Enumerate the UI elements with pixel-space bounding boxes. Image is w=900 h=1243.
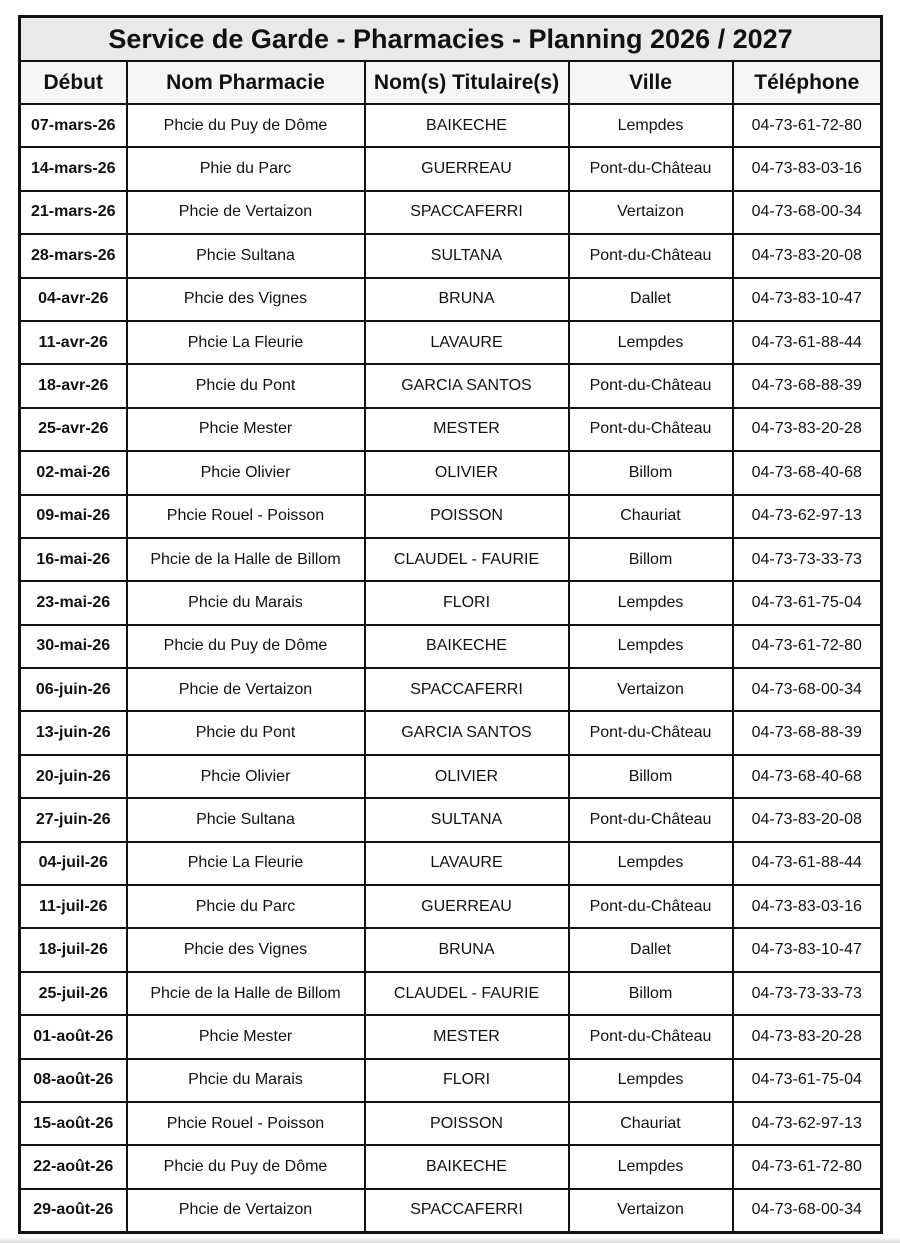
phone-cell: 04-73-68-00-34: [733, 1189, 882, 1233]
date-cell: 29-août-26: [20, 1189, 127, 1233]
title-row: [20, 17, 882, 62]
phone-cell: 04-73-61-75-04: [733, 581, 882, 624]
table-row: [20, 278, 882, 321]
pharmacy-name-cell: Phcie de Vertaizon: [127, 191, 365, 234]
table-row: [20, 1015, 882, 1058]
table-row: [20, 928, 882, 971]
table-row: [20, 1102, 882, 1145]
city-cell: Pont-du-Château: [569, 1015, 733, 1058]
page-title: Service de Garde - Pharmacies - Planning 2026 / 2027: [20, 17, 882, 62]
date-cell: 11-juil-26: [20, 885, 127, 928]
table-row: [20, 842, 882, 885]
owner-cell: SULTANA: [365, 234, 569, 277]
phone-cell: 04-73-68-88-39: [733, 711, 882, 754]
table-row: [20, 408, 882, 451]
owner-cell: SULTANA: [365, 798, 569, 841]
city-cell: Pont-du-Château: [569, 234, 733, 277]
table-row: [20, 581, 882, 624]
column-header-ville: Ville: [569, 61, 733, 104]
pharmacy-name-cell: Phcie Sultana: [127, 798, 365, 841]
city-cell: Chauriat: [569, 495, 733, 538]
date-cell: 18-avr-26: [20, 364, 127, 407]
table-row: [20, 972, 882, 1015]
owner-cell: POISSON: [365, 495, 569, 538]
owner-cell: BRUNA: [365, 928, 569, 971]
owner-cell: CLAUDEL - FAURIE: [365, 538, 569, 581]
phone-cell: 04-73-83-03-16: [733, 147, 882, 190]
pharmacy-name-cell: Phcie du Marais: [127, 581, 365, 624]
pharmacy-name-cell: Phcie du Pont: [127, 364, 365, 407]
date-cell: 06-juin-26: [20, 668, 127, 711]
owner-cell: FLORI: [365, 581, 569, 624]
table-row: [20, 625, 882, 668]
city-cell: Vertaizon: [569, 668, 733, 711]
table-row: [20, 364, 882, 407]
phone-cell: 04-73-83-20-28: [733, 408, 882, 451]
city-cell: Vertaizon: [569, 191, 733, 234]
date-cell: 22-août-26: [20, 1145, 127, 1188]
table-row: [20, 885, 882, 928]
date-cell: 09-mai-26: [20, 495, 127, 538]
owner-cell: OLIVIER: [365, 451, 569, 494]
pharmacy-name-cell: Phcie des Vignes: [127, 278, 365, 321]
column-header-debut: Début: [20, 61, 127, 104]
table-row: [20, 234, 882, 277]
city-cell: Lempdes: [569, 104, 733, 147]
pharmacy-name-cell: Phcie La Fleurie: [127, 321, 365, 364]
phone-cell: 04-73-61-88-44: [733, 321, 882, 364]
date-cell: 23-mai-26: [20, 581, 127, 624]
city-cell: Lempdes: [569, 842, 733, 885]
planning-table: [18, 15, 883, 1234]
city-cell: Pont-du-Château: [569, 147, 733, 190]
pharmacy-name-cell: Phcie du Parc: [127, 885, 365, 928]
owner-cell: BAIKECHE: [365, 625, 569, 668]
pharmacy-name-cell: Phcie du Pont: [127, 711, 365, 754]
date-cell: 20-juin-26: [20, 755, 127, 798]
pharmacy-name-cell: Phcie Rouel - Poisson: [127, 1102, 365, 1145]
phone-cell: 04-73-68-40-68: [733, 451, 882, 494]
date-cell: 04-juil-26: [20, 842, 127, 885]
pharmacy-name-cell: Phcie de Vertaizon: [127, 1189, 365, 1233]
city-cell: Lempdes: [569, 1059, 733, 1102]
city-cell: Pont-du-Château: [569, 711, 733, 754]
owner-cell: LAVAURE: [365, 842, 569, 885]
city-cell: Billom: [569, 451, 733, 494]
city-cell: Lempdes: [569, 625, 733, 668]
city-cell: Pont-du-Château: [569, 364, 733, 407]
date-cell: 18-juil-26: [20, 928, 127, 971]
table-row: [20, 538, 882, 581]
city-cell: Dallet: [569, 928, 733, 971]
phone-cell: 04-73-68-00-34: [733, 191, 882, 234]
date-cell: 02-mai-26: [20, 451, 127, 494]
bottom-edge-shadow: [0, 1237, 900, 1243]
table-row: [20, 711, 882, 754]
header-row: [20, 61, 882, 104]
phone-cell: 04-73-68-40-68: [733, 755, 882, 798]
owner-cell: BAIKECHE: [365, 104, 569, 147]
pharmacy-name-cell: Phcie La Fleurie: [127, 842, 365, 885]
owner-cell: SPACCAFERRI: [365, 191, 569, 234]
pharmacy-name-cell: Phcie du Puy de Dôme: [127, 104, 365, 147]
owner-cell: MESTER: [365, 408, 569, 451]
pharmacy-name-cell: Phcie Olivier: [127, 451, 365, 494]
owner-cell: SPACCAFERRI: [365, 668, 569, 711]
phone-cell: 04-73-83-20-28: [733, 1015, 882, 1058]
date-cell: 15-août-26: [20, 1102, 127, 1145]
date-cell: 28-mars-26: [20, 234, 127, 277]
date-cell: 11-avr-26: [20, 321, 127, 364]
owner-cell: SPACCAFERRI: [365, 1189, 569, 1233]
owner-cell: OLIVIER: [365, 755, 569, 798]
table-row: [20, 755, 882, 798]
city-cell: Lempdes: [569, 1145, 733, 1188]
date-cell: 14-mars-26: [20, 147, 127, 190]
date-cell: 07-mars-26: [20, 104, 127, 147]
table-row: [20, 321, 882, 364]
owner-cell: GUERREAU: [365, 885, 569, 928]
phone-cell: 04-73-83-20-08: [733, 234, 882, 277]
city-cell: Chauriat: [569, 1102, 733, 1145]
pharmacy-name-cell: Phcie Mester: [127, 408, 365, 451]
table-row: [20, 104, 882, 147]
table-row: [20, 191, 882, 234]
pharmacy-name-cell: Phcie du Puy de Dôme: [127, 1145, 365, 1188]
city-cell: Billom: [569, 755, 733, 798]
phone-cell: 04-73-83-20-08: [733, 798, 882, 841]
phone-cell: 04-73-73-33-73: [733, 972, 882, 1015]
owner-cell: GUERREAU: [365, 147, 569, 190]
date-cell: 25-juil-26: [20, 972, 127, 1015]
table-row: [20, 1189, 882, 1233]
table-row: [20, 1145, 882, 1188]
date-cell: 30-mai-26: [20, 625, 127, 668]
owner-cell: FLORI: [365, 1059, 569, 1102]
date-cell: 13-juin-26: [20, 711, 127, 754]
pharmacy-name-cell: Phcie Olivier: [127, 755, 365, 798]
city-cell: Pont-du-Château: [569, 798, 733, 841]
phone-cell: 04-73-62-97-13: [733, 495, 882, 538]
table-row: [20, 451, 882, 494]
pharmacy-name-cell: Phcie Rouel - Poisson: [127, 495, 365, 538]
pharmacy-name-cell: Phcie du Puy de Dôme: [127, 625, 365, 668]
pharmacy-name-cell: Phcie Mester: [127, 1015, 365, 1058]
date-cell: 04-avr-26: [20, 278, 127, 321]
pharmacy-name-cell: Phie du Parc: [127, 147, 365, 190]
city-cell: Billom: [569, 972, 733, 1015]
phone-cell: 04-73-83-10-47: [733, 278, 882, 321]
pharmacy-name-cell: Phcie de la Halle de Billom: [127, 538, 365, 581]
date-cell: 08-août-26: [20, 1059, 127, 1102]
owner-cell: CLAUDEL - FAURIE: [365, 972, 569, 1015]
pharmacy-name-cell: Phcie Sultana: [127, 234, 365, 277]
owner-cell: GARCIA SANTOS: [365, 364, 569, 407]
table-row: [20, 1059, 882, 1102]
date-cell: 21-mars-26: [20, 191, 127, 234]
owner-cell: BAIKECHE: [365, 1145, 569, 1188]
city-cell: Lempdes: [569, 321, 733, 364]
phone-cell: 04-73-83-03-16: [733, 885, 882, 928]
phone-cell: 04-73-73-33-73: [733, 538, 882, 581]
table-row: [20, 495, 882, 538]
table-body: [20, 104, 882, 1233]
phone-cell: 04-73-68-88-39: [733, 364, 882, 407]
phone-cell: 04-73-61-72-80: [733, 104, 882, 147]
date-cell: 16-mai-26: [20, 538, 127, 581]
date-cell: 01-août-26: [20, 1015, 127, 1058]
city-cell: Billom: [569, 538, 733, 581]
city-cell: Lempdes: [569, 581, 733, 624]
column-header-telephone: Téléphone: [733, 61, 882, 104]
owner-cell: GARCIA SANTOS: [365, 711, 569, 754]
city-cell: Vertaizon: [569, 1189, 733, 1233]
phone-cell: 04-73-83-10-47: [733, 928, 882, 971]
city-cell: Pont-du-Château: [569, 408, 733, 451]
pharmacy-name-cell: Phcie de Vertaizon: [127, 668, 365, 711]
date-cell: 27-juin-26: [20, 798, 127, 841]
pharmacy-name-cell: Phcie des Vignes: [127, 928, 365, 971]
phone-cell: 04-73-61-72-80: [733, 625, 882, 668]
table-row: [20, 668, 882, 711]
phone-cell: 04-73-62-97-13: [733, 1102, 882, 1145]
pharmacy-name-cell: Phcie de la Halle de Billom: [127, 972, 365, 1015]
owner-cell: MESTER: [365, 1015, 569, 1058]
owner-cell: POISSON: [365, 1102, 569, 1145]
date-cell: 25-avr-26: [20, 408, 127, 451]
phone-cell: 04-73-61-72-80: [733, 1145, 882, 1188]
column-header-titulaires: Nom(s) Titulaire(s): [365, 61, 569, 104]
city-cell: Dallet: [569, 278, 733, 321]
city-cell: Pont-du-Château: [569, 885, 733, 928]
table-row: [20, 798, 882, 841]
owner-cell: BRUNA: [365, 278, 569, 321]
table-row: [20, 147, 882, 190]
column-header-nom-pharmacie: Nom Pharmacie: [127, 61, 365, 104]
pharmacy-name-cell: Phcie du Marais: [127, 1059, 365, 1102]
phone-cell: 04-73-61-75-04: [733, 1059, 882, 1102]
owner-cell: LAVAURE: [365, 321, 569, 364]
phone-cell: 04-73-68-00-34: [733, 668, 882, 711]
phone-cell: 04-73-61-88-44: [733, 842, 882, 885]
